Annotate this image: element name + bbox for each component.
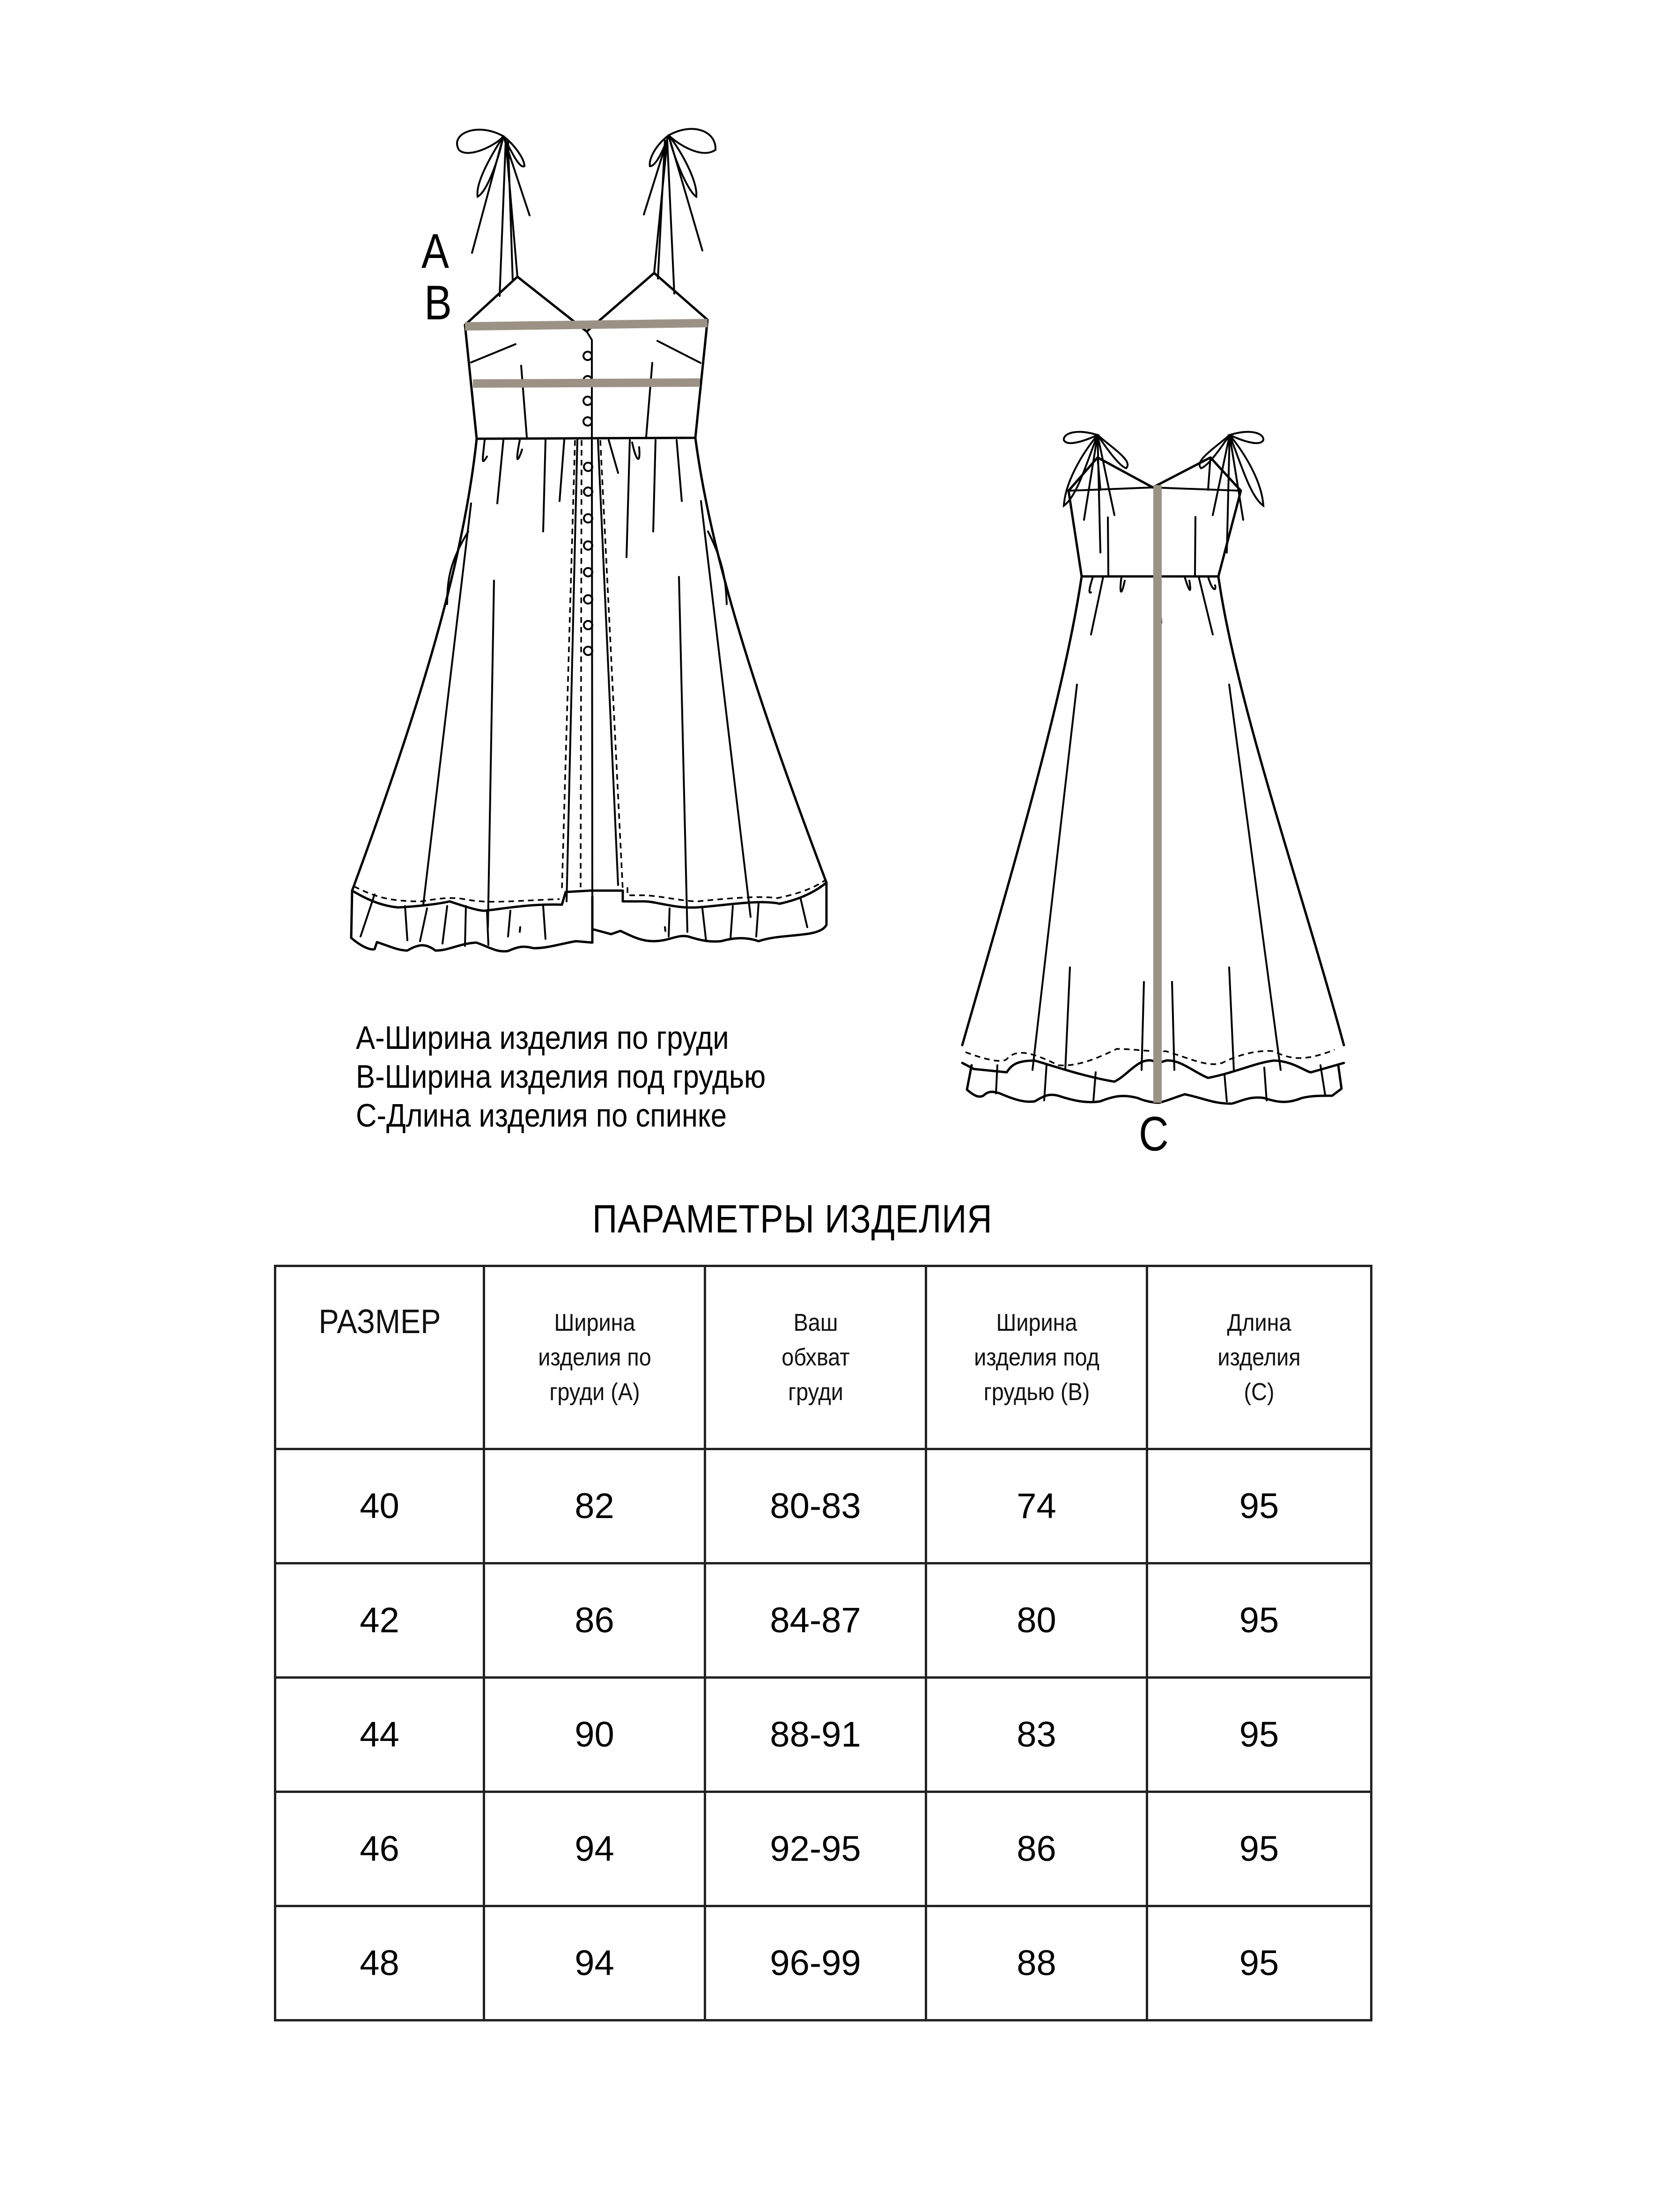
cell-bust-width: 90 <box>484 1678 705 1792</box>
left-strap-bow-icon <box>457 130 530 296</box>
marker-a: A <box>421 224 449 279</box>
table-title: ПАРАМЕТРЫ ИЗДЕЛИЯ <box>592 1197 993 1241</box>
header-length: Длина изделия (C) <box>1147 1266 1371 1449</box>
table-header-row <box>275 1266 1371 1449</box>
cell-size: 42 <box>275 1563 484 1678</box>
cell-your-bust: 96-99 <box>705 1906 926 2020</box>
cell-underbust-width: 83 <box>926 1678 1147 1792</box>
bodice-buttons <box>583 352 592 426</box>
cell-size: 46 <box>275 1792 484 1906</box>
cell-underbust-width: 86 <box>926 1792 1147 1906</box>
marker-b: B <box>424 276 452 330</box>
back-dress-sketch <box>962 432 1344 1104</box>
legend-item-c: C-Длина изделия по спинке <box>356 1097 727 1134</box>
table-row <box>275 1449 1371 1563</box>
measurement-line-a <box>465 323 708 326</box>
size-table <box>274 1265 1372 2021</box>
cell-length: 95 <box>1147 1563 1371 1678</box>
header-bust-width: Ширина изделия по груди (A) <box>484 1266 705 1449</box>
marker-c: C <box>1139 1107 1169 1161</box>
measurement-legend <box>356 1018 822 1135</box>
cell-your-bust: 88-91 <box>705 1678 926 1792</box>
header-size: РАЗМЕР <box>275 1266 484 1449</box>
cell-your-bust: 84-87 <box>705 1563 926 1678</box>
left-back-strap-bow-icon <box>1064 432 1128 553</box>
cell-size: 40 <box>275 1449 484 1563</box>
table-row <box>275 1678 1371 1792</box>
header-your-bust: Ваш обхват груди <box>705 1266 926 1449</box>
cell-underbust-width: 80 <box>926 1563 1147 1678</box>
cell-your-bust: 80-83 <box>705 1449 926 1563</box>
cell-length: 95 <box>1147 1449 1371 1563</box>
cell-bust-width: 94 <box>484 1906 705 2020</box>
cell-bust-width: 86 <box>484 1563 705 1678</box>
header-underbust-width: Ширина изделия под грудью (B) <box>926 1266 1147 1449</box>
cell-underbust-width: 88 <box>926 1906 1147 2020</box>
cell-your-bust: 92-95 <box>705 1792 926 1906</box>
right-strap-bow-icon <box>644 129 715 294</box>
cell-size: 48 <box>275 1906 484 2020</box>
cell-length: 95 <box>1147 1678 1371 1792</box>
legend-item-b: B-Ширина изделия под грудью <box>356 1058 766 1095</box>
table-row <box>275 1792 1371 1906</box>
cell-length: 95 <box>1147 1906 1371 2020</box>
legend-item-a: A-Ширина изделия по груди <box>356 1019 729 1056</box>
cell-length: 95 <box>1147 1792 1371 1906</box>
cell-bust-width: 82 <box>484 1449 705 1563</box>
cell-size: 44 <box>275 1678 484 1792</box>
table-row <box>275 1563 1371 1678</box>
table-row <box>275 1906 1371 2020</box>
cell-bust-width: 94 <box>484 1792 705 1906</box>
cell-underbust-width: 74 <box>926 1449 1147 1563</box>
right-back-strap-bow-icon <box>1200 432 1263 553</box>
